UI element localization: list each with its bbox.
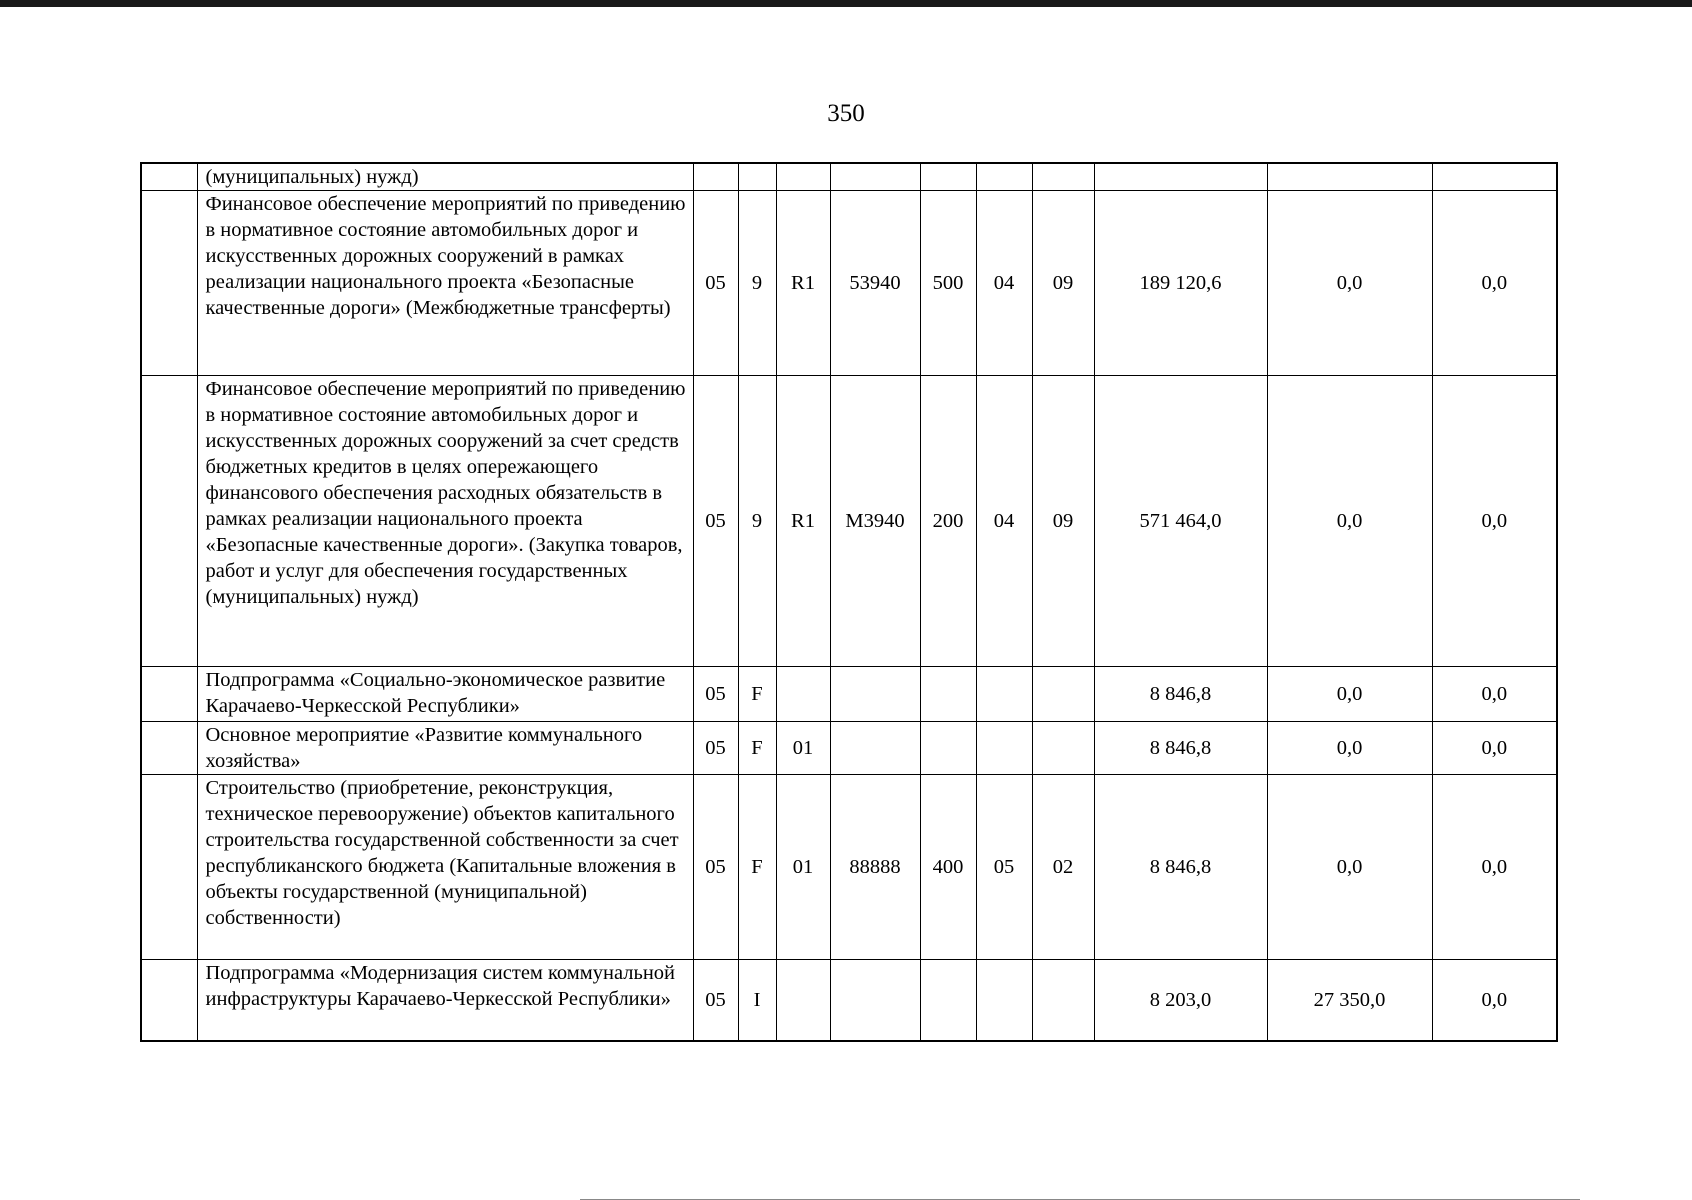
code-cell xyxy=(920,722,976,775)
code-cell: 05 xyxy=(693,722,738,775)
code-cell xyxy=(976,163,1032,191)
table-row xyxy=(141,163,1557,191)
code-cell: 04 xyxy=(976,191,1032,376)
row-number-cell xyxy=(141,960,197,1041)
code-cell xyxy=(830,163,920,191)
code-cell xyxy=(976,667,1032,722)
code-cell xyxy=(1032,667,1094,722)
code-cell: R1 xyxy=(776,191,830,376)
code-cell xyxy=(920,163,976,191)
code-cell xyxy=(1032,163,1094,191)
code-cell xyxy=(1032,960,1094,1041)
table-row xyxy=(141,960,1557,1041)
code-cell xyxy=(738,163,776,191)
amount-cell: 0,0 xyxy=(1432,376,1557,667)
amount-cell: 0,0 xyxy=(1267,376,1432,667)
amount-cell: 0,0 xyxy=(1267,667,1432,722)
code-cell xyxy=(693,163,738,191)
table-row xyxy=(141,722,1557,775)
code-cell: 9 xyxy=(738,191,776,376)
amount-cell: 0,0 xyxy=(1267,722,1432,775)
amount-cell xyxy=(1432,163,1557,191)
code-cell xyxy=(830,960,920,1041)
code-cell: 09 xyxy=(1032,376,1094,667)
code-cell: 02 xyxy=(1032,775,1094,960)
code-cell xyxy=(976,960,1032,1041)
code-cell: R1 xyxy=(776,376,830,667)
row-number-cell xyxy=(141,191,197,376)
code-cell xyxy=(1032,722,1094,775)
page-number: 350 xyxy=(827,100,865,127)
code-cell: 500 xyxy=(920,191,976,376)
amount-cell: 8 203,0 xyxy=(1094,960,1267,1041)
amount-cell: 0,0 xyxy=(1432,191,1557,376)
code-cell: M3940 xyxy=(830,376,920,667)
code-cell xyxy=(976,722,1032,775)
code-cell: 05 xyxy=(693,191,738,376)
code-cell: F xyxy=(738,775,776,960)
row-number-cell xyxy=(141,163,197,191)
amount-cell: 0,0 xyxy=(1432,667,1557,722)
table-row xyxy=(141,667,1557,722)
budget-table xyxy=(140,162,1558,1042)
code-cell: 9 xyxy=(738,376,776,667)
code-cell: 400 xyxy=(920,775,976,960)
table-row xyxy=(141,775,1557,960)
amount-cell: 8 846,8 xyxy=(1094,775,1267,960)
code-cell xyxy=(920,960,976,1041)
expense-name-cell: Подпрограмма «Социально-экономическое развитие Карачаево-Черкесской Республики» xyxy=(197,667,693,722)
code-cell: 05 xyxy=(693,376,738,667)
code-cell: 01 xyxy=(776,722,830,775)
code-cell: I xyxy=(738,960,776,1041)
table-row xyxy=(141,191,1557,376)
amount-cell xyxy=(1267,163,1432,191)
code-cell xyxy=(776,163,830,191)
row-number-cell xyxy=(141,722,197,775)
row-number-cell xyxy=(141,376,197,667)
amount-cell xyxy=(1094,163,1267,191)
code-cell: F xyxy=(738,722,776,775)
code-cell: 04 xyxy=(976,376,1032,667)
code-cell: 05 xyxy=(693,775,738,960)
row-number-cell xyxy=(141,667,197,722)
code-cell: 53940 xyxy=(830,191,920,376)
row-number-cell xyxy=(141,775,197,960)
amount-cell: 27 350,0 xyxy=(1267,960,1432,1041)
code-cell: 01 xyxy=(776,775,830,960)
amount-cell: 189 120,6 xyxy=(1094,191,1267,376)
code-cell: 05 xyxy=(693,667,738,722)
amount-cell: 0,0 xyxy=(1432,775,1557,960)
expense-name-cell: (муниципальных) нужд) xyxy=(197,163,693,191)
code-cell xyxy=(776,960,830,1041)
amount-cell: 0,0 xyxy=(1267,775,1432,960)
code-cell xyxy=(776,667,830,722)
expense-name-cell: Строительство (приобретение, реконструкция, техническое перевооружение) объектов капитального строительства государственной собственности за счет республиканского бюджета (Капитальные вложения в объекты государственной (муниципальной) собственности) xyxy=(197,775,693,960)
amount-cell: 0,0 xyxy=(1267,191,1432,376)
amount-cell: 0,0 xyxy=(1432,722,1557,775)
amount-cell: 0,0 xyxy=(1432,960,1557,1041)
code-cell: 09 xyxy=(1032,191,1094,376)
code-cell: 200 xyxy=(920,376,976,667)
code-cell: 05 xyxy=(693,960,738,1041)
code-cell xyxy=(830,722,920,775)
code-cell xyxy=(830,667,920,722)
code-cell xyxy=(920,667,976,722)
expense-name-cell: Финансовое обеспечение мероприятий по приведению в нормативное состояние автомобильных дорог и искусственных дорожных сооружений в рамках реализации национального проекта «Безопасные качественные дороги» (Межбюджетные трансферты) xyxy=(197,191,693,376)
expense-name-cell: Основное мероприятие «Развитие коммунального хозяйства» xyxy=(197,722,693,775)
code-cell: F xyxy=(738,667,776,722)
table-row xyxy=(141,376,1557,667)
code-cell: 05 xyxy=(976,775,1032,960)
code-cell: 88888 xyxy=(830,775,920,960)
amount-cell: 571 464,0 xyxy=(1094,376,1267,667)
amount-cell: 8 846,8 xyxy=(1094,667,1267,722)
expense-name-cell: Подпрограмма «Модернизация систем коммунальной инфраструктуры Карачаево-Черкесской Республики» xyxy=(197,960,693,1041)
amount-cell: 8 846,8 xyxy=(1094,722,1267,775)
expense-name-cell: Финансовое обеспечение мероприятий по приведению в нормативное состояние автомобильных дорог и искусственных дорожных сооружений за счет средств бюджетных кредитов в целях опережающего финансового обеспечения расходных обязательств в рамках реализации национального проекта «Безопасные качественные дороги». (Закупка товаров, работ и услуг для обеспечения государственных (муниципальных) нужд) xyxy=(197,376,693,667)
scan-border-top xyxy=(0,0,1692,7)
